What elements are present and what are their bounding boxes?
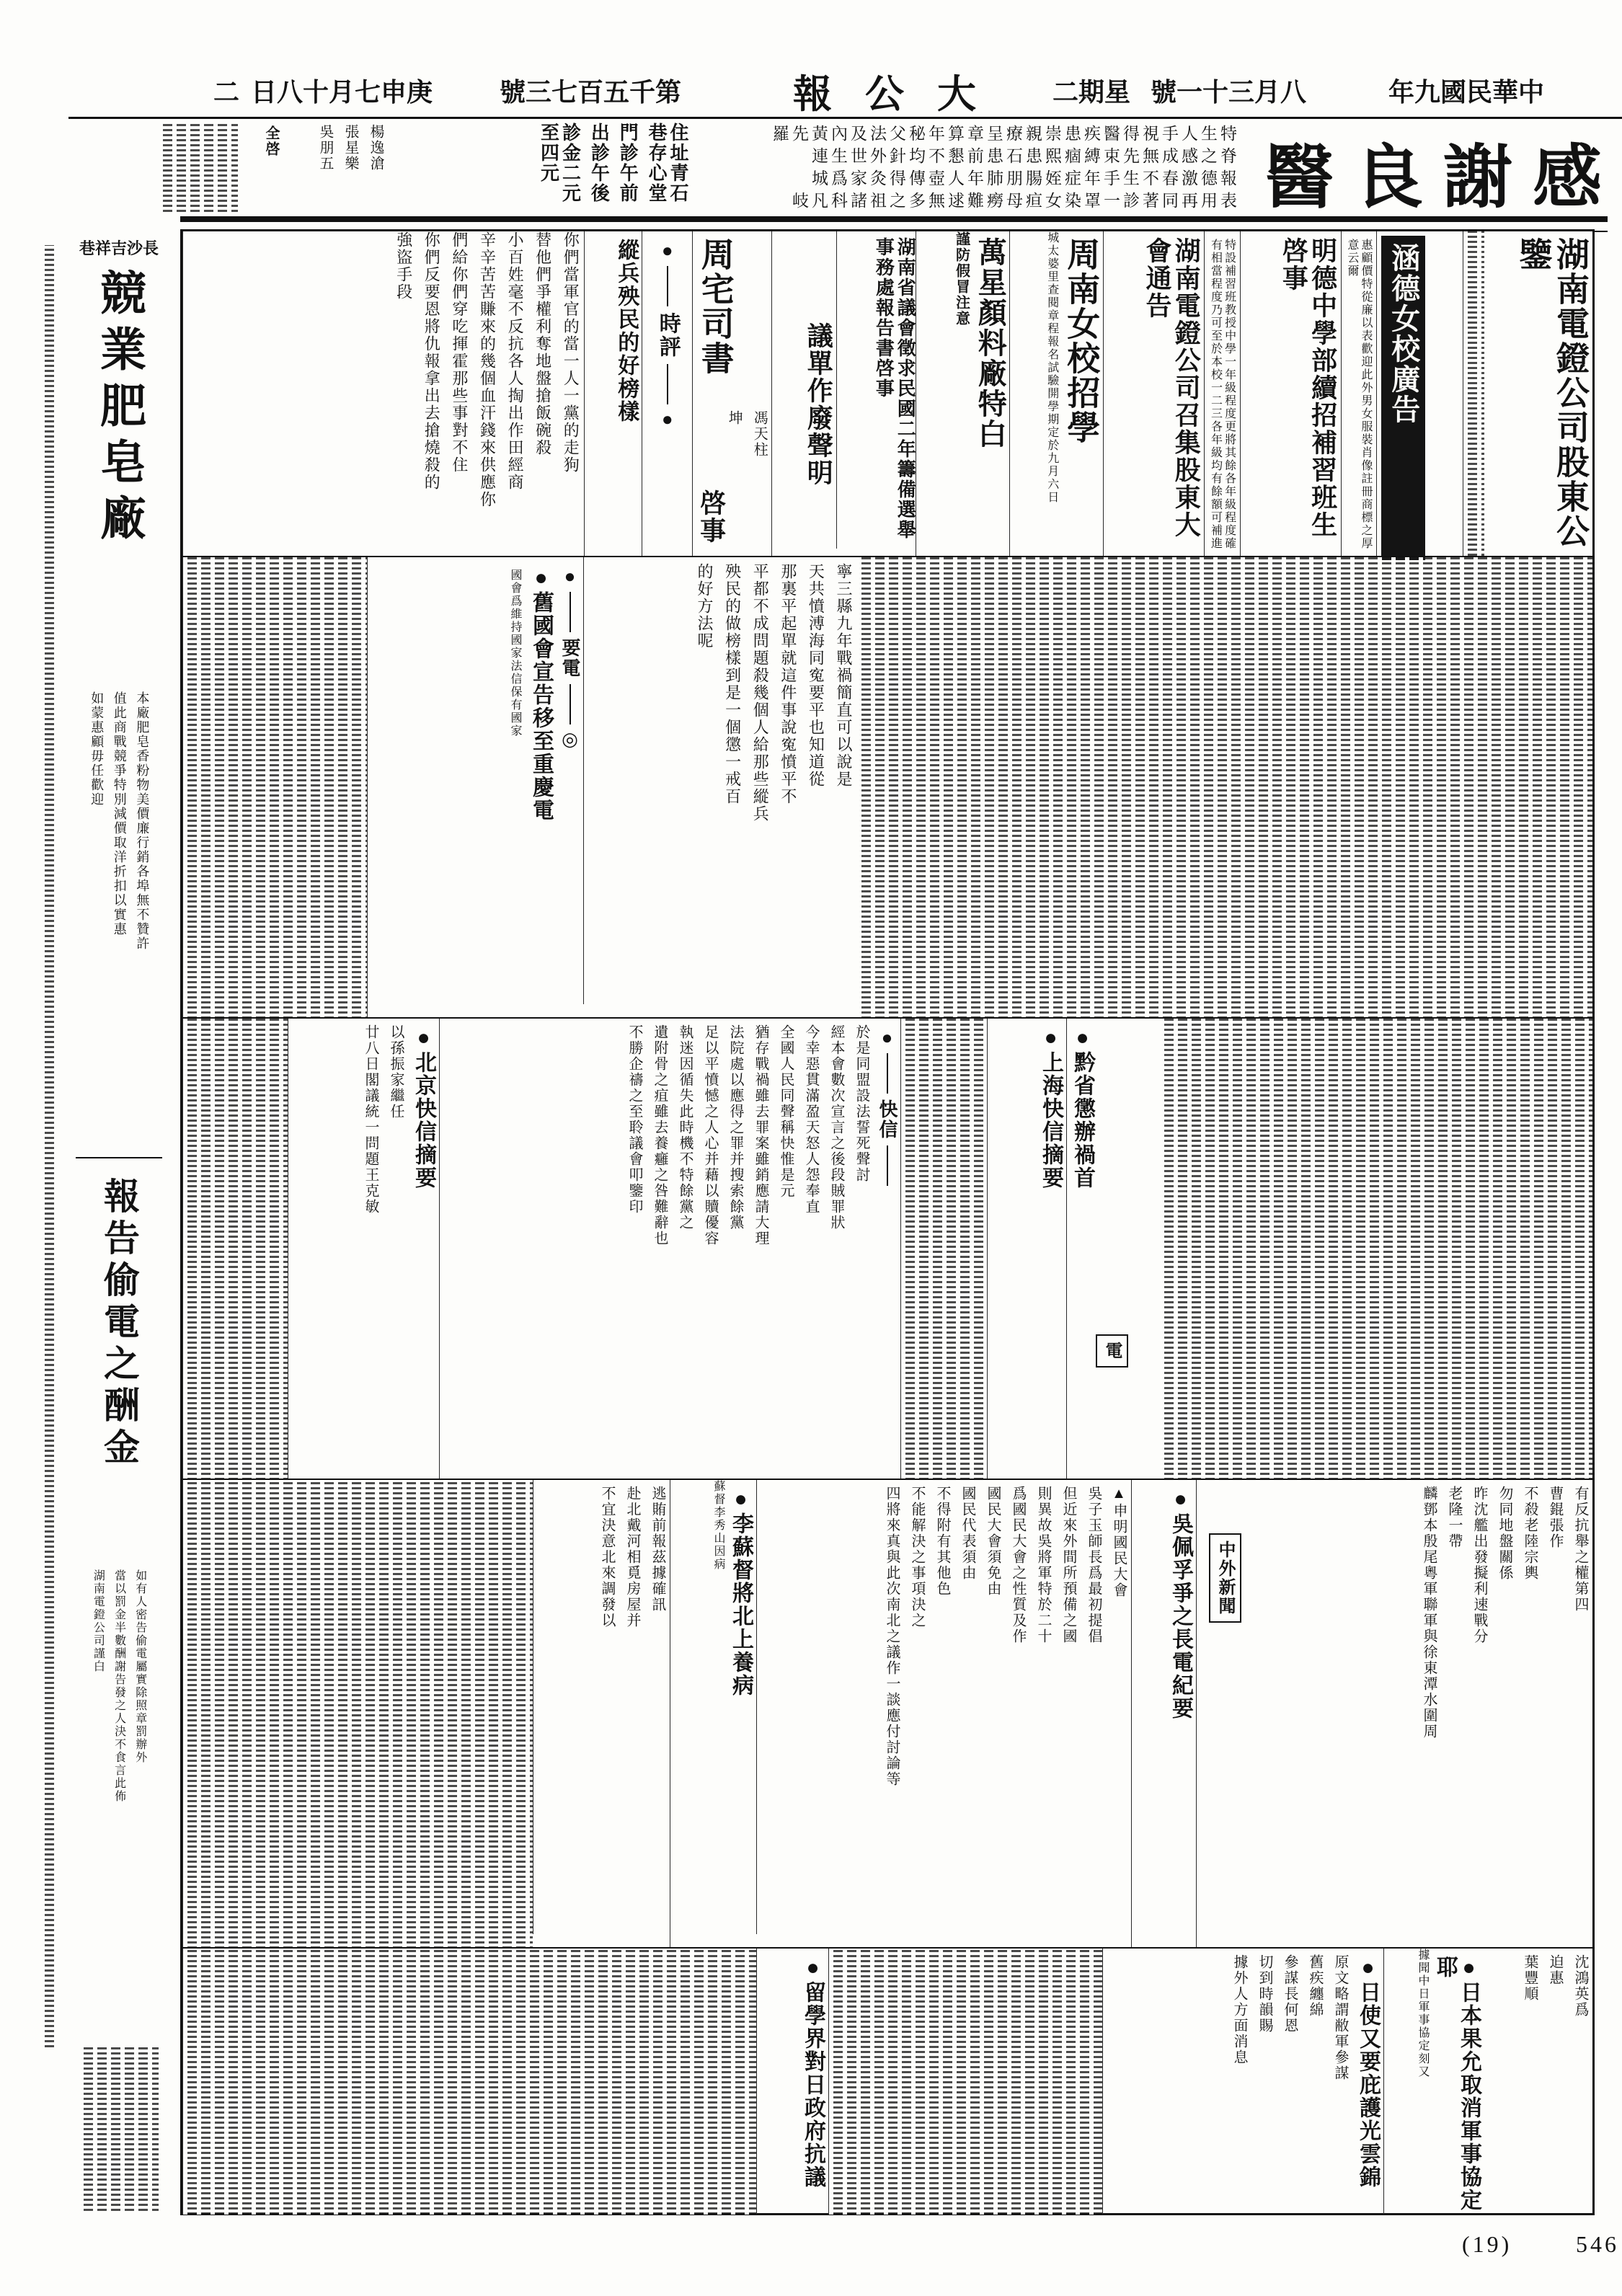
text-column: 出診午後 — [588, 123, 610, 203]
marker-rule — [570, 592, 571, 632]
text-column: 舊疾纏綿 — [1307, 1954, 1323, 2018]
marker-rule — [570, 684, 571, 724]
marker-rule — [667, 364, 668, 404]
shiping-marker-label: 時評 — [655, 312, 680, 358]
text-row: 報德激春不生手年症姪腸朋肺年人壺傳得灸家爲城 — [812, 169, 1240, 187]
japan-agreement-subtext: 據聞中日軍事協定刻又 — [1417, 1949, 1429, 2078]
express-letters-band — [182, 1017, 1592, 1480]
text-column: 辛辛苦苦賺來的幾個血汗錢來供應你 — [478, 231, 497, 508]
masthead-page-number: 二 — [213, 78, 239, 107]
unreadable-text-region — [1160, 1019, 1592, 1480]
unreadable-text-region — [182, 1019, 288, 1480]
paper-title: 大公報 — [793, 73, 1009, 116]
wu-peifu-headline: ●吳佩孚爭之長電紀要 — [1131, 1480, 1196, 1949]
yaodian-marker-label: 要電 — [559, 638, 580, 678]
text-column: 曹錕張作 — [1547, 1486, 1563, 1549]
text-column: 替他們爭權利奪地盤搶飯碗殺 — [533, 231, 552, 456]
text-column: 切到時韻賜 — [1257, 1954, 1272, 2034]
text-column: ▲申明國民大會 — [1111, 1486, 1127, 1598]
text-column: 坤 — [726, 410, 743, 426]
sheet-number: (19) — [1462, 2231, 1512, 2257]
unreadable-text-region — [182, 1480, 533, 1949]
ad-zhounan-note: 城太婆里查閱章程報名試驗開學期定於九月六日 — [1045, 231, 1058, 504]
text-column: 吳子玉師長爲最初提倡 — [1086, 1486, 1102, 1644]
masthead-lunar-date: 庚申七月十八日 — [250, 78, 433, 107]
banner-closing: 全啓 — [263, 125, 279, 157]
text-column: 不能解決之事項決之 — [909, 1486, 925, 1628]
ad-provincial-assembly-title: 湖南省議會徵求民國二年籌備選舉事務處報告書啓事 — [836, 231, 916, 549]
ad-wanxing-notes — [952, 231, 970, 556]
text-column: 沈鴻英爲 — [1572, 1954, 1588, 2018]
banner-clinic-info — [404, 123, 692, 212]
masthead-era: 中華民國九年 — [1388, 78, 1544, 107]
news-fragment-columns — [1254, 1480, 1592, 1934]
text-column: 今幸惡貫滿盈天怒人怨奉直 — [803, 1024, 819, 1215]
text-column: 參謀長何恩 — [1282, 1954, 1298, 2034]
text-column: 診金二元至四元 — [538, 123, 581, 203]
text-column: 天共憤溥海同寃要平也知道從 — [807, 563, 825, 788]
text-column: 據外人方面消息 — [1231, 1954, 1247, 2065]
left-margin-ads — [62, 229, 176, 2211]
text-row: 特生人手視得醫疾患崇親療呈章算年秘父法及內黃先羅 — [773, 125, 1240, 143]
wu-peifu-body — [756, 1480, 1131, 1934]
soap-factory-ad-title: 競業肥皂廠 — [94, 269, 145, 550]
electricity-theft-reward-title: 報告偷電之酬金 — [99, 1177, 139, 1470]
text-column: 葉豐順 — [1522, 1954, 1538, 2002]
ad-hande-girls-school — [1376, 231, 1463, 556]
text-column: 馮天柱 — [751, 410, 768, 458]
ad-zhou-residence — [692, 231, 771, 556]
bullet-icon: ◎ — [562, 729, 578, 750]
ad-zhou-names — [693, 410, 771, 489]
masthead — [0, 63, 1622, 114]
bullet-icon: ● — [661, 240, 673, 261]
japan-agreement-headline: ●日本果允取消軍事協定耶 — [1433, 1956, 1481, 2212]
headline-band — [182, 231, 1592, 556]
japan-minister-section — [1102, 1949, 1383, 2215]
text-column: 吳朋五 — [317, 124, 333, 172]
text-column: 如有人密告偷電屬實除照章罰辦外 — [133, 1569, 146, 1764]
masthead-issue-number: 第千五百七三號 — [499, 78, 681, 107]
text-column: 湖南電鐙公司謹白 — [92, 1569, 105, 1673]
japan-minister-headline: ●日使又要庇護光雲錦 — [1356, 1956, 1380, 2189]
old-parliament-subtext: 國會爲維持國家法信保有國家 — [509, 569, 521, 737]
zhongwai-box-label: 中外新聞 — [1209, 1533, 1241, 1623]
masthead-weekday: 星期二 — [1052, 78, 1130, 107]
text-column: 如蒙惠顧毋任歡迎 — [89, 691, 105, 807]
unreadable-text-region — [79, 2045, 159, 2211]
text-column: 廿八日閣議統一問題王克敏 — [363, 1024, 378, 1215]
express-letter-section — [439, 1019, 900, 1480]
text-column: 有反抗舉之權第四 — [1572, 1486, 1588, 1613]
ad-mingde-note: 特設補習班教授中學一年級程度更將其餘各年級程度確有相當程度乃可至於本校一二三各年級均有餘額可補進 — [1204, 231, 1239, 556]
text-column: 當以罰金半數酬謝告發之人決不食言此佈 — [112, 1569, 125, 1803]
text-column: 寧三縣九年戰禍簡直可以說是 — [835, 563, 853, 788]
text-column: 不宜決意北來調發以 — [599, 1486, 615, 1628]
text-column: 本廠肥皂香粉物美價廉行銷各埠無不贊許 — [135, 691, 150, 951]
china-foreign-news-band — [182, 1479, 1592, 1949]
text-column: 值此商戰競爭特別減價取洋折扣以實惠 — [112, 691, 127, 936]
telegram-box-marker: 電 — [1096, 1334, 1128, 1368]
kuaixin-marker-label: 快信 — [877, 1099, 898, 1140]
ad-wanxing-attention: 注意 — [953, 295, 970, 327]
unreadable-text-region — [828, 1949, 1102, 2215]
text-column: 全國人民同聲稱快惟是元 — [778, 1024, 794, 1199]
banner-calligraphy-title: 感謝良醫 — [1264, 139, 1622, 216]
text-column: 麟鄧本殷尾粵軍聯軍與徐東潭水圍周 — [1421, 1486, 1437, 1739]
text-column: 遺附骨之疽雖去養癰之咎難辭也 — [652, 1024, 668, 1246]
shiping-editorial-body — [182, 231, 584, 556]
text-column: 赴北戴河相覓房屋并 — [624, 1486, 640, 1628]
reward-ad-body — [87, 1569, 151, 2031]
li-chun-section — [670, 1480, 756, 1949]
ad-hande-girls-school-title: 涵德女校廣告 — [1381, 236, 1425, 560]
ad-wanxing-title: 萬星顏料廠特白 — [974, 237, 1007, 449]
text-column: 們給你們穿吃揮霍那些事對不住 — [450, 231, 469, 474]
bullet-icon: ● — [881, 1027, 893, 1048]
main-content-frame — [180, 229, 1595, 2215]
unreadable-text-region — [182, 557, 367, 1019]
guizhou-section — [1066, 1019, 1160, 1480]
text-column: 國民代表須由 — [960, 1486, 975, 1581]
ad-wanxing-warning: 謹防假冒 — [953, 231, 970, 295]
text-column: 逃賄前報茲據確訊 — [650, 1486, 665, 1613]
ad-mingde-school-title: 明德中學部續招補習班生啓事 — [1240, 231, 1341, 556]
text-column: 但近來外間所預備之國 — [1060, 1486, 1076, 1644]
yaodian-section-marker — [557, 557, 583, 1019]
marker-rule — [887, 1053, 888, 1094]
text-column: 於是同盟設法誓死聲討 — [854, 1024, 869, 1183]
li-chun-headline: ●李蘇督將北上養病 — [729, 1487, 753, 1697]
page-serial-number: 546 — [1576, 2231, 1619, 2257]
text-column: 平都不成問題殺幾個人給那些縱兵 — [751, 563, 770, 823]
margin-divider — [76, 1157, 162, 1158]
text-column: 你們當軍官的當一人一黨的走狗 — [562, 231, 580, 474]
text-column: 強盜手段 — [394, 231, 413, 301]
marker-rule — [667, 266, 668, 306]
unreadable-text-region — [900, 1019, 987, 1480]
banner-signers — [287, 124, 388, 212]
ad-zhou-residence-title: 周宅司書 — [696, 237, 734, 376]
text-column: 法院處以應得之罪并搜索餘黨 — [727, 1024, 743, 1231]
ad-void-notice-title: 議單作廢聲明 — [771, 231, 836, 556]
kuaixin-section-marker — [874, 1019, 900, 1480]
li-chun-body — [533, 1480, 670, 1934]
express-letter-body — [621, 1019, 874, 1471]
text-column: 執迷因循失此時機不特餘黨之 — [677, 1024, 693, 1231]
text-column: 那裏平起單就這件事說寃憤平不 — [779, 563, 797, 805]
text-column: 張星樂 — [342, 124, 358, 172]
text-column: 昨沈艦出發擬利速戰分 — [1471, 1486, 1487, 1644]
text-row: 脊之感成無先束縛痼熙患石患前懇不均針外世生連 — [812, 147, 1240, 165]
japan-news-band — [182, 1947, 1592, 2215]
text-column: 原文略謂敝軍參謀 — [1332, 1954, 1348, 2081]
news-fragment-columns-2 — [1484, 1949, 1592, 2201]
masthead-date: 八月三十一號 — [1150, 78, 1306, 107]
text-column: 你們反要恩將仇報拿出去搶燒殺的 — [422, 231, 441, 491]
text-column: 爲國民大會之性質及作 — [1010, 1486, 1026, 1644]
students-protest-headline: ●留學界對日政府抗議 — [756, 1949, 828, 2215]
ad-zhounan-school — [1009, 231, 1103, 556]
ad-hande-note: 惠顧價特從廉以表歡迎此外男女服裝肖像註冊商標之厚意云爾 — [1341, 231, 1376, 556]
text-column: 老隆一帶 — [1446, 1486, 1462, 1549]
beijing-express-section — [288, 1019, 439, 1480]
unreadable-text-region — [159, 124, 238, 212]
text-column: 的好方法呢 — [696, 563, 714, 650]
banner-dense-text — [714, 123, 1240, 212]
text-column: 楊逸滄 — [368, 124, 384, 172]
marker-rule — [887, 1145, 888, 1186]
banner-ad — [62, 121, 1622, 215]
text-column: 不得附有其他色 — [934, 1486, 950, 1597]
beijing-express-items — [358, 1019, 408, 1471]
text-column: 勿同地盤關係 — [1497, 1486, 1512, 1581]
text-column: 住址青石巷存心堂 — [646, 123, 688, 203]
japan-minister-body — [1226, 1949, 1352, 2207]
shiping-section-marker — [642, 231, 692, 556]
beijing-express-headline: ●北京快信摘要 — [412, 1026, 435, 1189]
shanghai-express-headline: ●上海快信摘要 — [987, 1019, 1066, 1480]
text-column: 小百姓毫不反抗各人掏出作田經商 — [506, 231, 525, 491]
zhongwai-section-marker — [1196, 1480, 1254, 1949]
text-row: 表用再同著診一罩染女疸母癆難逑無多之祖諸科凡岐 — [792, 192, 1240, 210]
soap-ad-body — [85, 691, 154, 1138]
text-column: 則異故吳將軍特於二十 — [1035, 1486, 1051, 1644]
text-column: 迫惠 — [1547, 1954, 1563, 1986]
unreadable-text-region — [1463, 231, 1484, 556]
bullet-icon: ● — [661, 409, 673, 430]
ad-zhounan-title: 周南女校招學 — [1063, 237, 1100, 445]
unreadable-text-region — [857, 557, 1592, 1019]
text-column: 門診午前 — [617, 123, 639, 203]
unreadable-text-region — [40, 245, 56, 2047]
text-column: 經本會數次宣言之後段賊罪狀 — [828, 1024, 844, 1231]
text-column: 不勝企禱之至聆議會叩鑒印 — [626, 1024, 642, 1215]
text-column: 不殺老陸宗輿 — [1522, 1486, 1538, 1581]
text-column: 國民大會須免由 — [985, 1486, 1001, 1597]
unreadable-text-region — [182, 1949, 756, 2215]
ad-electric-co-meeting-title: 湖南電鐙公司召集股東大會通告 — [1103, 231, 1204, 556]
ad-zhou-tail: 啓事 — [696, 489, 726, 544]
li-chun-subtext: 蘇督李秀山因病 — [712, 1480, 724, 1571]
shiping-editorial-body-2 — [583, 557, 857, 1004]
text-column: 殃民的做榜樣到是一個懲一戒百 — [723, 563, 742, 805]
ad-electric-co-shareholders-title: 湖南電鐙公司股東公鑒 — [1515, 237, 1589, 549]
text-column: 足以平憤憾之人心并藉以贖優容 — [702, 1024, 718, 1246]
text-column: 以孫振家繼任 — [388, 1024, 404, 1120]
telegram-band — [182, 556, 1592, 1019]
text-column: 四將來真與此次南北之議作一談應付討論等 — [884, 1486, 900, 1787]
shiping-editorial-title: 縱兵殃民的好榜樣 — [584, 231, 642, 556]
japan-agreement-section — [1383, 1949, 1484, 2215]
guizhou-headline: ●黔省懲辦禍首 — [1071, 1026, 1094, 1189]
old-parliament-headline: ●舊國會宣告移至重慶電 — [529, 566, 553, 822]
bullet-icon: ● — [564, 566, 576, 587]
old-parliament-section — [367, 557, 583, 1019]
soap-ad-address: 長沙吉祥巷 — [79, 239, 159, 257]
ad-wanxing-pigment — [916, 231, 1009, 556]
masthead-rule — [68, 117, 1622, 119]
text-column: 猶存戰禍雖去罪案雖銷應請大理 — [753, 1024, 768, 1246]
